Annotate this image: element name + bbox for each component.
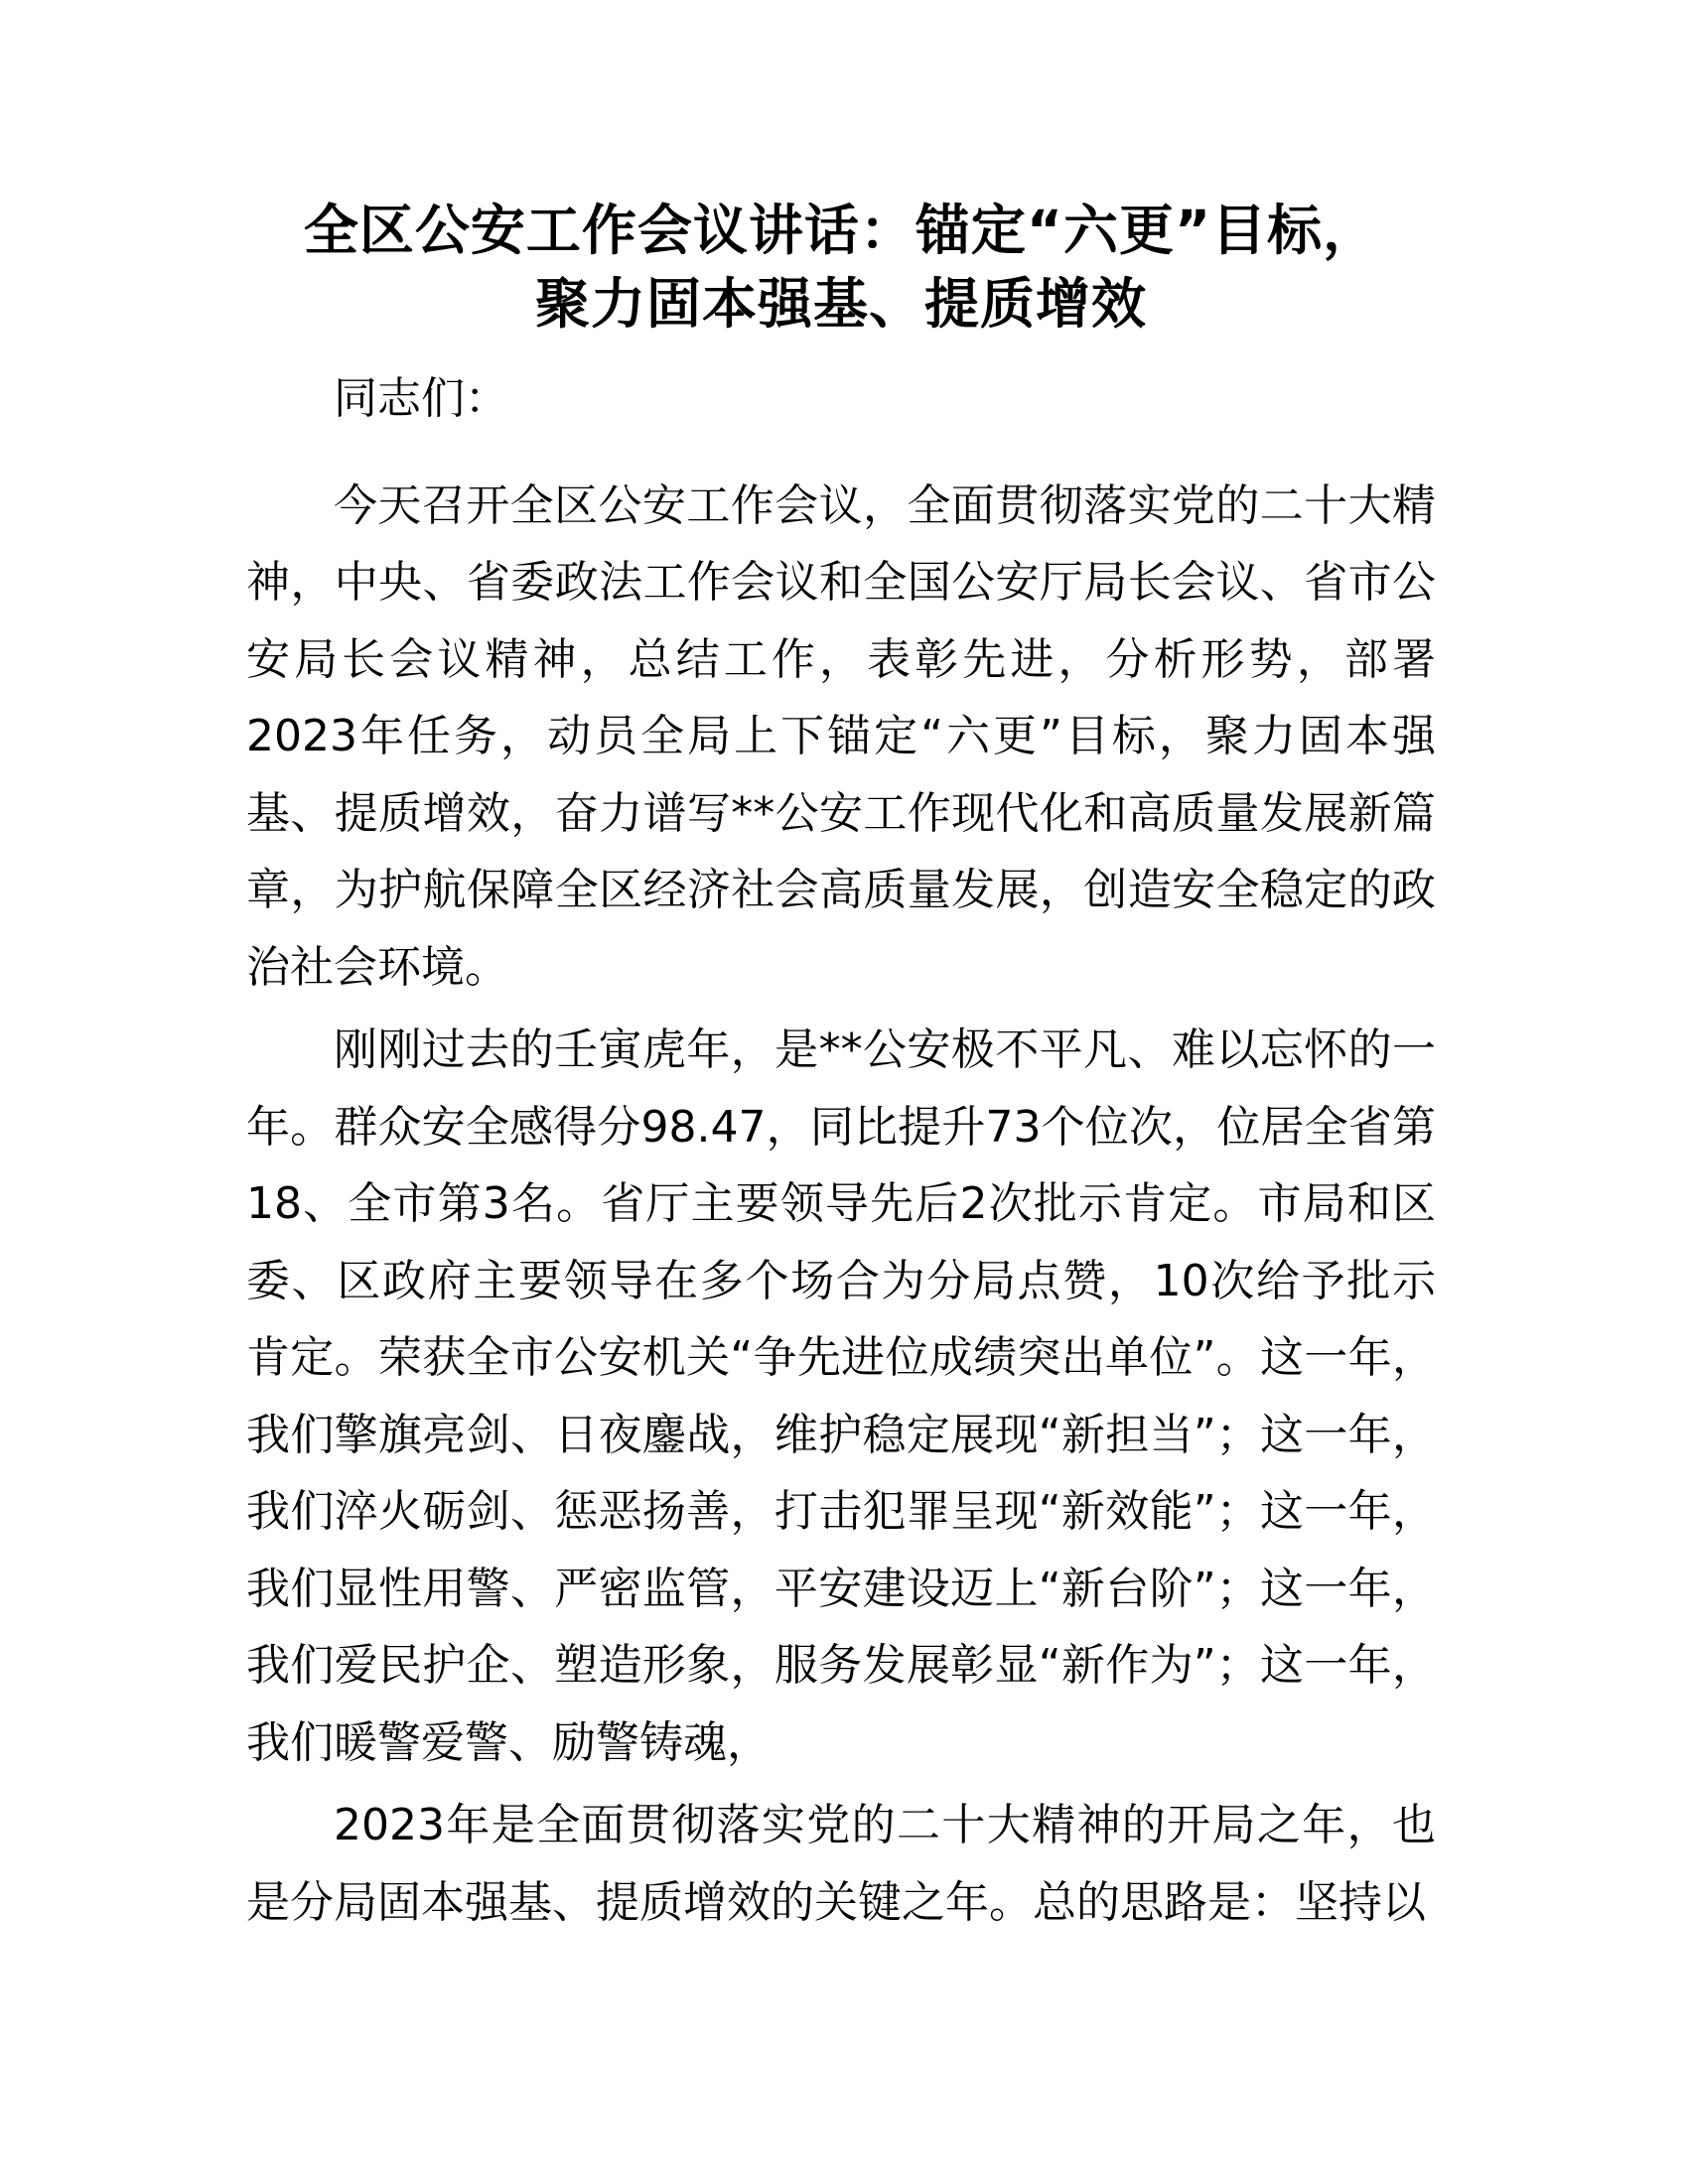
title-line-1: 全区公安工作会议讲话：锚定“六更”目标， bbox=[303, 199, 1379, 262]
greeting: 同志们： bbox=[334, 373, 508, 424]
paragraph-3: 2023年是全面贯彻落实党的二十大精神的开局之年，也是分局固本强基、提质增效的关键之年。总的思路是：坚持以 bbox=[246, 1800, 1436, 1928]
document-page bbox=[246, 194, 1436, 1947]
paragraph-2: 刚刚过去的壬寅虎年，是**公安极不平凡、难以忘怀的一年。群众安全感得分98.47，同比提升73个位次，位居全省第18、全市第3名。省厅主要领导先后2次批示肯定。市局和区委、区政府主要领导在多个场合为分局点赞，10次给予批示肯定。荣获全市公安机关“争先进位成绩突出单位”。这一年，我们擎旗亮剑、日夜鏖战，维护稳定展现“新担当”；这一年，我们淬火砺剑、惩恶扬善，打击犯罪呈现“新效能”；这一年，我们显性用警、严密监管，平安建设迈上“新台阶”；这一年，我们爱民护企、塑造形象，服务发展彰显“新作为”；这一年，我们暖警爱警、励警铸魂， bbox=[246, 1024, 1436, 1768]
title-line-2: 聚力固本强基、提质增效 bbox=[534, 272, 1147, 336]
document-title bbox=[246, 194, 1436, 341]
paragraph-1: 今天召开全区公安工作会议，全面贯彻落实党的二十大精神，中央、省委政法工作会议和全国公安厅局长会议、省市公安局长会议精神，总结工作，表彰先进，分析形势，部署2023年任务，动员全局上下锚定“六更”目标，聚力固本强基、提质增效，奋力谱写**公安工作现代化和高质量发展新篇章，为护航保障全区经济社会高质量发展，创造安全稳定的政治社会环境。 bbox=[246, 479, 1436, 993]
